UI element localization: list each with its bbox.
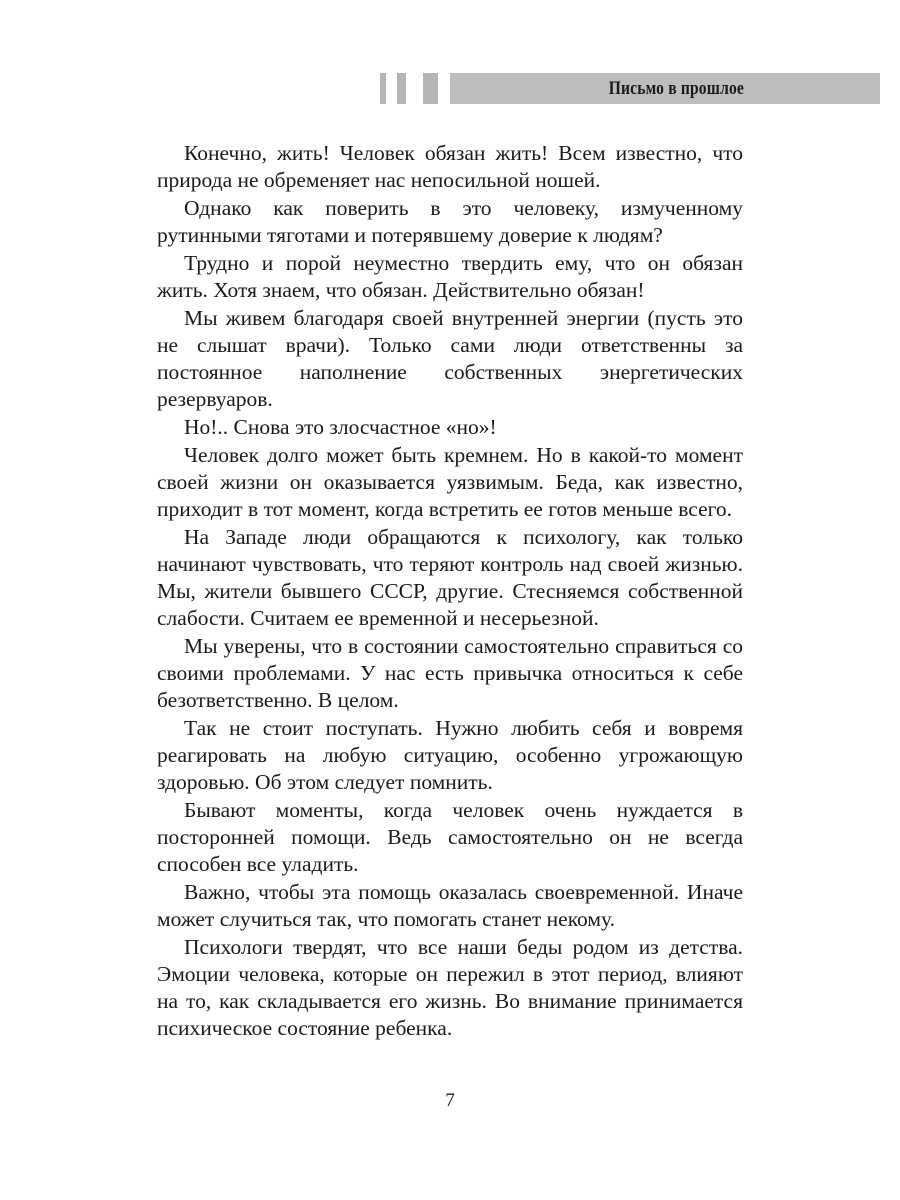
paragraph: Психологи твердят, что все наши беды родом из детства. Эмоции человека, которые он пережил в этот период, влияют на то, как складывается его жизнь. Во внимание принимается психическое состояние ребенка. [157,935,743,1040]
paragraph: Трудно и порой неуместно твердить ему, что он обязан жить. Хотя знаем, что обязан. Действительно обязан! [157,251,743,302]
body-text [157,140,743,1043]
page-number: 7 [445,1090,455,1111]
paragraph: Мы живем благодаря своей внутренней энергии (пусть это не слышат врачи). Только сами люди ответственны за постоянное наполнение собственных энергетических резервуаров. [157,306,743,411]
header-decor-bar [380,73,386,104]
paragraph: Мы уверены, что в состоянии самостоятельно справиться со своими проблемами. У нас есть привычка относиться к себе безответственно. В целом. [157,634,743,712]
paragraph: Конечно, жить! Человек обязан жить! Всем известно, что природа не обременяет нас непосильной ношей. [157,141,743,192]
paragraph: Но!.. Снова это злосчастное «но»! [184,415,497,439]
header-decor-bar [397,73,406,104]
paragraph: Важно, чтобы эта помощь оказалась своевременной. Иначе может случиться так, что помогать станет некому. [157,880,743,931]
paragraph: Однако как поверить в это человеку, измученному рутинными тяготами и потерявшему доверие к людям? [157,196,743,247]
header-title-bar [450,73,880,104]
running-title: Письмо в прошлое [608,78,744,99]
paragraph: Так не стоит поступать. Нужно любить себя и вовремя реагировать на любую ситуацию, особенно угрожающую здоровью. Об этом следует помнить. [157,716,743,794]
running-header [380,73,880,104]
paragraph: На Западе люди обращаются к психологу, как только начинают чувствовать, что теряют контроль над своей жизнью. Мы, жители бывшего СССР, другие. Стесняемся собственной слабости. Считаем ее временной и несерьезной. [157,525,743,630]
header-decor-bar [423,73,438,104]
paragraph: Бывают моменты, когда человек очень нуждается в посторонней помощи. Ведь самостоятельно он не всегда способен все уладить. [157,798,743,876]
paragraph: Человек долго может быть кремнем. Но в какой-то момент своей жизни он оказывается уязвимым. Беда, как известно, приходит в тот момент, когда встретить ее готов меньше всего. [157,443,743,521]
